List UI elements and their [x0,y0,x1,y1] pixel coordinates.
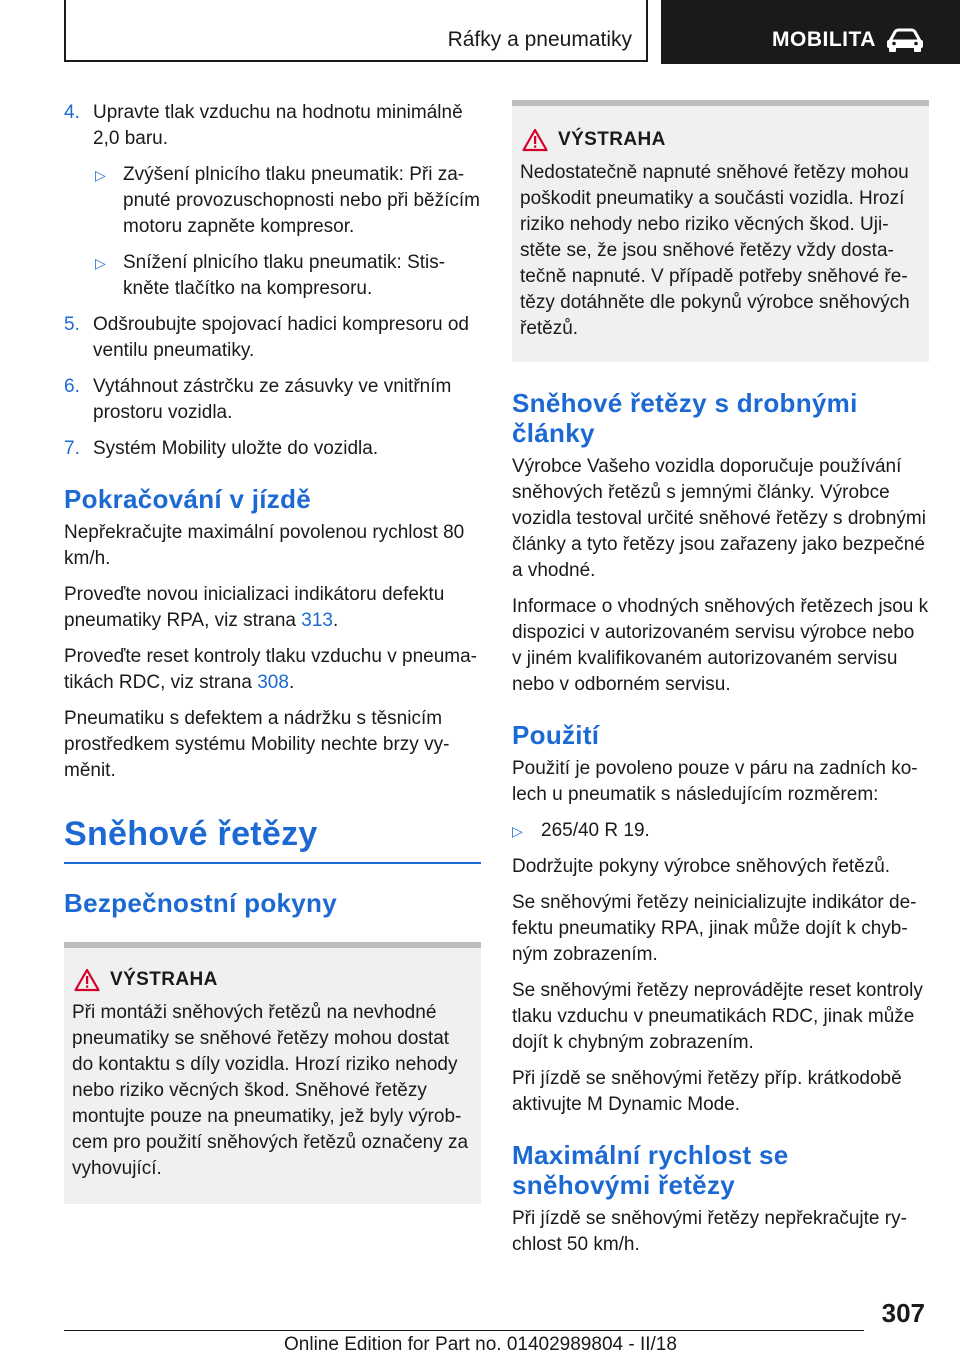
paragraph-text: Proveďte reset kontroly tlaku vzduchu v pneumatikách RDC, viz strana [64,646,477,693]
paragraph: Pneumatiku s defektem a nádržku s těsnicím prostředkem systému Mobility nechte brzy vyměnit. [64,708,450,781]
warning-icon [74,968,100,992]
step-item [64,374,481,426]
chapter-tab [661,0,960,64]
page-link-313[interactable]: 313 [301,610,333,631]
substep-item [64,250,481,302]
warning-icon [522,128,548,152]
warning-title-text: VÝSTRAHA [110,969,218,990]
step-text: Vytáhnout zástrčku ze zásuvky ve vnitřním prostoru vozidla. [93,376,452,423]
paragraph: Výrobce Vašeho vozidla doporučuje používání sněhových řetězů s jemnými články. Výrobce vozidla testoval určité sněhové řetězy s drobnými články a tyto řetězy jsou zařazeny jako bezpečné a vhodné. [512,456,926,581]
warning-title [72,968,473,992]
left-column [64,100,481,1204]
warning-title-text: VÝSTRAHA [558,129,666,150]
fine-chains-heading: Sněhové řetězy s drobnými články [512,388,858,448]
paragraph: Se sněhovými řetězy neprovádějte reset kontroly tlaku vzduchu v pneumatikách RDC, jinak může dojít k chybným zobrazením. [512,980,923,1053]
max-speed-heading: Maximální rychlost se sněhovými řetězy [512,1140,789,1200]
list-item-text: 265/40 R 19. [541,820,650,841]
warning-box [64,942,481,1204]
paragraph: Se sněhovými řetězy neinicializujte indikátor defektu pneumatiky RPA, jinak může dojít k chybným zobrazením. [512,892,917,965]
step-text: Upravte tlak vzduchu na hodnotu minimálně 2,0 baru. [93,102,463,149]
step-number: 4. [64,102,80,123]
paragraph: Dodržujte pokyny výrobce sněhových řetězů. [512,856,891,877]
continue-heading: Pokračování v jízdě [64,484,312,514]
step-number: 6. [64,376,80,397]
car-icon [886,27,924,53]
paragraph: Při jízdě se sněhovými řetězy nepřekračujte rychlost 50 km/h. [512,1208,907,1255]
paragraph: Při jízdě se sněhovými řetězy příp. krátkodobě aktivujte M Dynamic Mode. [512,1068,902,1115]
page-header [0,0,960,66]
paragraph: Proveďte reset kontroly tlaku vzduchu v pneumatikách RDC, viz strana 308. [64,646,477,693]
page-number: 307 [881,1298,925,1328]
paragraph: Použití je povoleno pouze v páru na zadních kolech u pneumatik s následujícím rozměrem: [512,758,918,805]
triangle-bullet-icon: ▷ [512,823,523,839]
paragraph: Informace o vhodných sněhových řetězech jsou k dispozici v autorizovaném servisu výrobce nebo v jiném kvalifikovaném autorizovaném servisu nebo v odborném servisu. [512,596,929,695]
step-number: 7. [64,438,80,459]
step-item [64,100,481,152]
usage-heading: Použití [512,720,600,750]
triangle-bullet-icon: ▷ [95,255,106,271]
warning-text: Nedostatečně napnuté sněhové řetězy mohou poškodit pneumatiky a součásti vozidla. Hrozí riziko nehody nebo riziko věcných škod. Ujistěte se, že jsou sněhové řetězy vždy dostatečně napnuté. V případě potřeby sněhové řetězy dotáhněte dle pokynů výrobce sněhových řetězů. [520,162,910,339]
substep-text: Zvýšení plnicího tlaku pneumatik: Při zapnuté provozuschopnosti nebo při běžícím motoru zapněte kompresor. [123,164,480,237]
page-link-308[interactable]: 308 [257,672,289,693]
footer-edition: Online Edition for Part no. 01402989804 - II/18 [284,1334,677,1355]
section-tab [64,0,648,62]
snow-chains-heading: Sněhové řetězy [64,814,481,864]
step-number: 5. [64,314,80,335]
footer-divider [64,1330,864,1331]
section-title: Ráfky a pneumatiky [447,28,632,51]
list-item [512,818,929,844]
paragraph: Nepřekračujte maximální povolenou rychlost 80 km/h. [64,522,465,569]
step-text: Systém Mobility uložte do vozidla. [93,438,379,459]
safety-heading: Bezpečnostní pokyny [64,888,337,918]
chapter-title: MOBILITA [772,28,876,51]
warning-text: Při montáži sněhových řetězů na nevhodné pneumatiky se sněhové řetězy mohou dostat do kontaktu s díly vozidla. Hrozí riziko nehody nebo riziko věcných škod. Sněhové řetězy montujte pouze na pneumatiky, jež byly výrobcem pro použití sněhových řetězů označeny za vyhovující. [72,1002,469,1179]
right-column [512,100,929,1268]
warning-box [512,100,929,362]
triangle-bullet-icon: ▷ [95,167,106,183]
paragraph-text: Proveďte novou inicializaci indikátoru defektu pneumatiky RPA, viz strana [64,584,445,631]
step-item [64,436,481,462]
step-text: Odšroubujte spojovací hadici kompresoru od ventilu pneumatiky. [93,314,469,361]
substep-text: Snížení plnicího tlaku pneumatik: Stiskněte tlačítko na kompresoru. [123,252,446,299]
warning-title [520,128,921,152]
step-item [64,312,481,364]
paragraph: Proveďte novou inicializaci indikátoru defektu pneumatiky RPA, viz strana 313. [64,584,445,631]
substep-item [64,162,481,240]
